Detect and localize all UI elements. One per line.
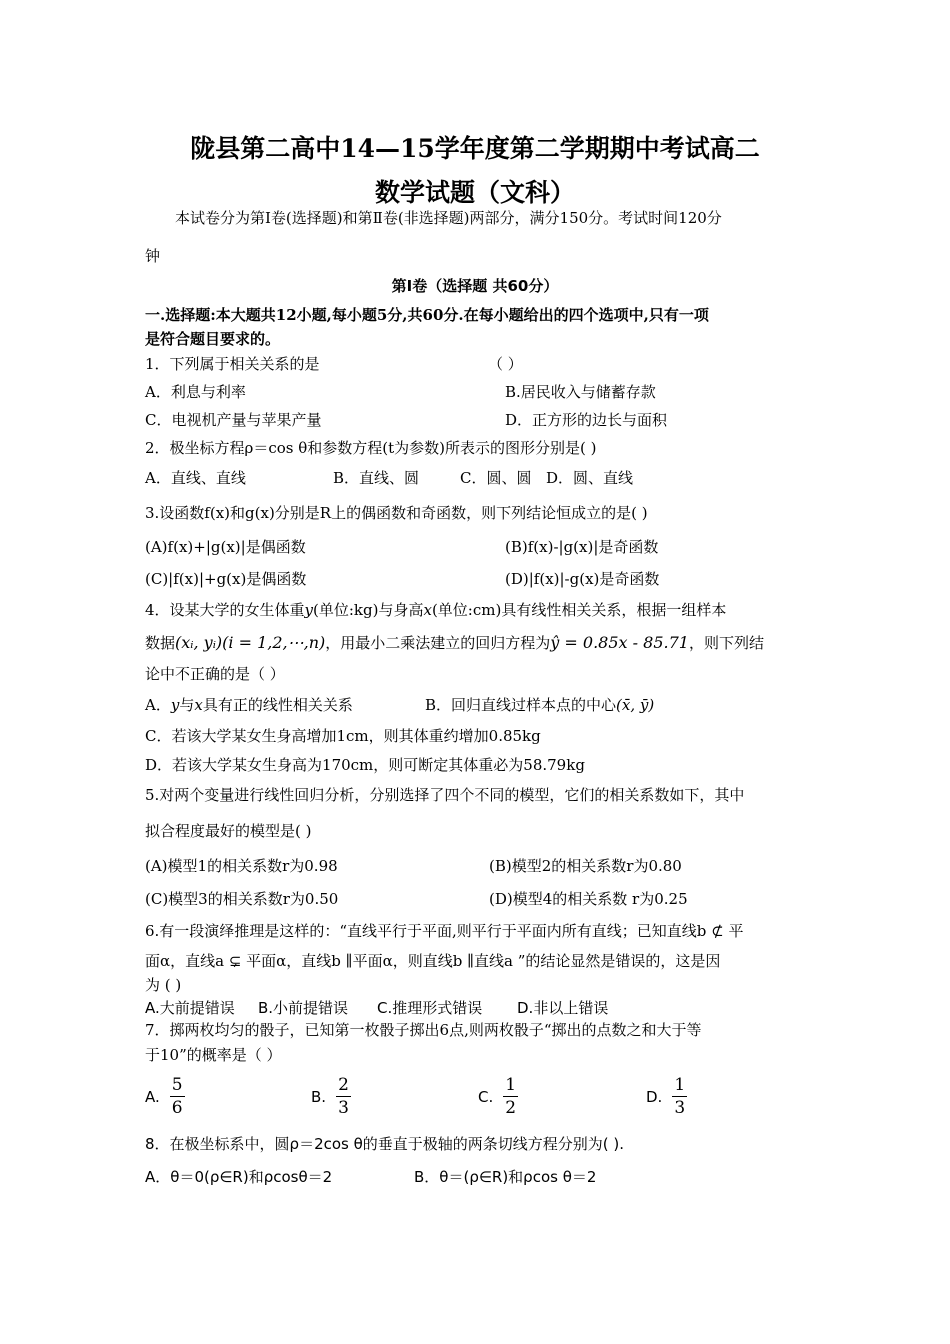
q1-option-b: B.居民收入与储蓄存款: [505, 383, 656, 401]
q7-option-a-numerator: 5: [171, 1075, 183, 1095]
q7-option-c-fraction: [503, 1075, 518, 1118]
q6-line2: 面α，直线a ⊊ 平面α，直线b ∥平面α，则直线b ∥直线a ”的结论显然是错误的，这是因: [145, 952, 721, 970]
exam-title-line1: 陇县第二高中14—15学年度第二学期期中考试高二: [190, 134, 760, 163]
q3-option-d: (D)|f(x)|-g(x)是奇函数: [505, 570, 660, 588]
q4-option-a-label: A．: [145, 696, 171, 714]
q7-option-c-numerator: 1: [505, 1075, 517, 1095]
q7-option-d-label: D.: [646, 1087, 663, 1106]
q7-option-b-denominator: 3: [338, 1098, 349, 1118]
q2-option-c: C．圆、圆: [460, 469, 532, 487]
q4-line2-text-a: 数据: [145, 634, 176, 652]
q4-line1: [145, 600, 726, 620]
q4-line2-text-c: ，则下列结: [688, 634, 764, 652]
q7-option-c-label: C.: [478, 1087, 494, 1106]
q7-option-d-numerator: 1: [674, 1075, 686, 1095]
q5-option-c: (C)模型3的相关系数r为0.50: [145, 890, 339, 908]
q5-option-a: (A)模型1的相关系数r为0.98: [145, 857, 338, 875]
q1-option-d: D．正方形的边长与面积: [505, 411, 668, 429]
q4-regression-equation: ŷ = 0.85x - 85.71: [550, 633, 689, 652]
q5-line2: 拟合程度最好的模型是( ): [145, 822, 312, 840]
q7-line1: 7．掷两枚均匀的骰子，已知第一枚骰子掷出6点,则两枚骰子“掷出的点数之和大于等: [145, 1021, 702, 1039]
q5-line1: 5.对两个变量进行线性回归分析，分别选择了四个不同的模型，它们的相关系数如下，其中: [145, 786, 745, 804]
q4-option-b-text: B．回归直线过样本点的中心: [425, 696, 617, 714]
q4-option-b-expression: (x̄, ȳ): [616, 696, 655, 714]
q4-line1-text-c: (单位:cm)具有线性相关关系，根据一组样本: [431, 601, 727, 619]
q7-option-d-denominator: 3: [674, 1098, 686, 1118]
q2-stem: 2．极坐标方程ρ＝cos θ和参数方程(t为参数)所表示的图形分别是( ): [145, 439, 597, 457]
section-heading-line2: 是符合题目要求的。: [145, 330, 281, 348]
q4-option-a-text-2: 具有正的线性相关关系: [202, 696, 353, 714]
q6-option-c: C.推理形式错误: [377, 999, 483, 1017]
q4-line3: 论中不正确的是（ ）: [145, 665, 285, 683]
q4-line2: [145, 633, 764, 653]
q7-option-c: [478, 1075, 518, 1118]
q4-line1-text-b: (单位:kg)与身高: [313, 601, 424, 619]
q4-data-expression: (xᵢ, yᵢ)(i = 1,2,⋯,n): [175, 633, 326, 652]
q8-option-b: B．θ＝(ρ∈R)和ρcos θ＝2: [414, 1168, 597, 1186]
q2-option-b: B．直线、圆: [333, 469, 420, 487]
q4-var-y: y: [304, 601, 314, 619]
q4-var-x: x: [423, 601, 432, 619]
q8-option-a: A．θ＝0(ρ∈R)和ρcosθ＝2: [145, 1168, 333, 1186]
q7-option-b-numerator: 2: [338, 1075, 349, 1095]
q5-option-d: (D)模型4的相关系数 r为0.25: [489, 890, 688, 908]
q7-option-a-fraction: [170, 1075, 185, 1118]
q4-line1-text-a: 4．设某大学的女生体重: [145, 601, 305, 619]
q3-stem: 3.设函数f(x)和g(x)分别是R上的偶函数和奇函数，则下列结论恒成立的是( ): [145, 504, 648, 522]
q7-option-a-denominator: 6: [171, 1098, 183, 1118]
q7-option-a-label: A.: [145, 1087, 160, 1106]
q3-option-c: (C)|f(x)|+g(x)是偶函数: [145, 570, 307, 588]
q2-option-d: D．圆、直线: [546, 469, 634, 487]
intro-line1: 本试卷分为第Ⅰ卷(选择题)和第Ⅱ卷(非选择题)两部分，满分150分。考试时间120分: [175, 209, 722, 227]
q6-option-d: D.非以上错误: [517, 999, 609, 1017]
q5-option-b: (B)模型2的相关系数r为0.80: [489, 857, 682, 875]
q4-option-b: [425, 695, 654, 715]
q3-option-b: (B)f(x)-|g(x)|是奇函数: [505, 538, 659, 556]
q7-option-b: [311, 1075, 351, 1118]
q6-line3: 为 ( ): [145, 976, 182, 994]
q4-option-a-var-x: x: [194, 696, 203, 714]
q7-option-b-fraction: [336, 1075, 351, 1118]
q4-option-c: C．若该大学某女生身高增加1cm，则其体重约增加0.85kg: [145, 727, 541, 745]
exam-title-line2: 数学试题（文科）: [374, 178, 575, 207]
q7-line2: 于10”的概率是（ ）: [145, 1046, 282, 1064]
q2-option-a: A．直线、直线: [145, 469, 246, 487]
q7-option-d-fraction: [672, 1075, 687, 1118]
q6-option-a: A.大前提错误: [145, 999, 235, 1017]
q1-answer-blank: （ ）: [488, 355, 523, 373]
q1-option-a: A．利息与利率: [145, 383, 246, 401]
q1-stem: 1．下列属于相关关系的是: [145, 355, 320, 373]
q6-line1: 6.有一段演绎推理是这样的：“直线平行于平面,则平行于平面内所有直线；已知直线b ⊄ 平: [145, 922, 744, 940]
q7-option-d: [646, 1075, 687, 1118]
q6-option-b: B.小前提错误: [258, 999, 349, 1017]
q4-line2-text-b: ，用最小二乘法建立的回归方程为: [325, 634, 551, 652]
q3-option-a: (A)f(x)+|g(x)|是偶函数: [145, 538, 306, 556]
q4-option-a-var-y: y: [170, 696, 180, 714]
part1-heading: 第Ⅰ卷（选择题 共60分）: [391, 277, 559, 295]
q7-option-b-label: B.: [311, 1087, 327, 1106]
q1-option-c: C．电视机产量与苹果产量: [145, 411, 322, 429]
q7-option-c-denominator: 2: [505, 1098, 517, 1118]
intro-line2: 钟: [145, 247, 161, 265]
q8-stem: 8．在极坐标系中，圆ρ＝2cos θ的垂直于极轴的两条切线方程分别为( ).: [145, 1135, 625, 1153]
section-heading-line1: 一.选择题:本大题共12小题,每小题5分,共60分.在每小题给出的四个选项中,只有一项: [145, 306, 709, 324]
q4-option-d: D．若该大学某女生身高为170cm，则可断定其体重必为58.79kg: [145, 756, 585, 774]
q7-option-a: [145, 1075, 185, 1118]
q4-option-a-text-1: 与: [179, 696, 195, 714]
q4-option-a: [145, 695, 353, 715]
